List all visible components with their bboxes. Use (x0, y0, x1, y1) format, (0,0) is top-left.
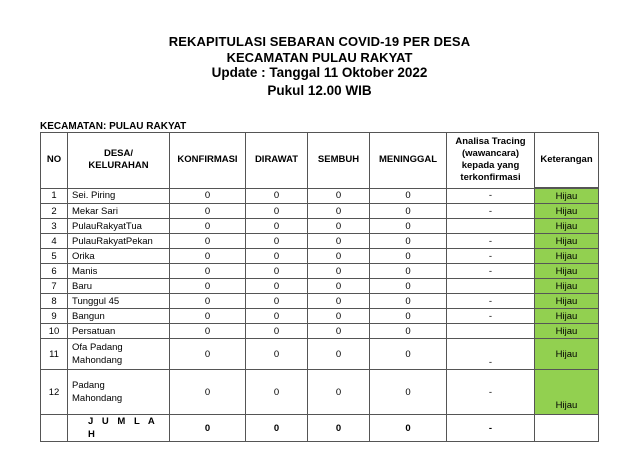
row-tracing: - (447, 234, 535, 249)
row-keterangan: Hijau (535, 188, 599, 204)
row-desa-line1: Padang (72, 380, 105, 391)
table-row (41, 370, 599, 415)
total-dirawat: 0 (246, 415, 308, 442)
row-dirawat: 0 (246, 188, 308, 204)
row-konfirmasi: 0 (170, 324, 246, 339)
row-no: 2 (41, 204, 68, 219)
row-konfirmasi: 0 (170, 188, 246, 204)
header-dirawat: DIRAWAT (246, 133, 308, 189)
row-meninggal: 0 (370, 294, 447, 309)
table-row (41, 219, 599, 234)
row-meninggal: 0 (370, 324, 447, 339)
row-dirawat: 0 (246, 370, 308, 415)
row-desa: Sei. Piring (68, 188, 170, 204)
row-konfirmasi: 0 (170, 339, 246, 370)
table-header-row (41, 133, 599, 189)
row-meninggal: 0 (370, 339, 447, 370)
row-desa: Tunggul 45 (68, 294, 170, 309)
row-meninggal: 0 (370, 219, 447, 234)
row-no: 8 (41, 294, 68, 309)
row-no: 7 (41, 279, 68, 294)
row-meninggal: 0 (370, 309, 447, 324)
row-desa: PulauRakyatTua (68, 219, 170, 234)
row-no: 5 (41, 249, 68, 264)
row-desa-line1: Ofa Padang (72, 342, 123, 353)
table-row (41, 324, 599, 339)
total-konfirmasi: 0 (170, 415, 246, 442)
total-sembuh: 0 (308, 415, 370, 442)
row-no: 9 (41, 309, 68, 324)
row-dirawat: 0 (246, 279, 308, 294)
row-keterangan: Hijau (535, 294, 599, 309)
row-desa: Orika (68, 249, 170, 264)
row-tracing: - (447, 294, 535, 309)
row-desa (68, 370, 170, 415)
row-konfirmasi: 0 (170, 309, 246, 324)
header-keterangan: Keterangan (535, 133, 599, 189)
row-keterangan: Hijau (535, 234, 599, 249)
row-desa: Manis (68, 264, 170, 279)
row-no: 3 (41, 219, 68, 234)
total-keterangan (535, 415, 599, 442)
row-desa-line2: Mahondang (72, 355, 123, 366)
header-no: NO (41, 133, 68, 189)
kecamatan-label: KECAMATAN: PULAU RAKYAT (40, 121, 187, 132)
row-desa (68, 339, 170, 370)
row-keterangan: Hijau (535, 370, 599, 415)
header-tracing-line1: Analisa Tracing (455, 136, 526, 148)
table-row (41, 264, 599, 279)
row-dirawat: 0 (246, 294, 308, 309)
row-keterangan: Hijau (535, 309, 599, 324)
row-konfirmasi: 0 (170, 219, 246, 234)
row-sembuh: 0 (308, 279, 370, 294)
row-keterangan: Hijau (535, 324, 599, 339)
total-tracing: - (447, 415, 535, 442)
table-row (41, 309, 599, 324)
row-sembuh: 0 (308, 188, 370, 204)
row-tracing: - (447, 264, 535, 279)
row-keterangan: Hijau (535, 339, 599, 370)
total-meninggal: 0 (370, 415, 447, 442)
row-dirawat: 0 (246, 249, 308, 264)
total-row (41, 415, 599, 442)
row-sembuh: 0 (308, 339, 370, 370)
report-title-line1: REKAPITULASI SEBARAN COVID-19 PER DESA (168, 34, 471, 49)
row-sembuh: 0 (308, 204, 370, 219)
row-tracing: - (447, 204, 535, 219)
header-konfirmasi: KONFIRMASI (170, 133, 246, 189)
row-no: 10 (41, 324, 68, 339)
row-keterangan: Hijau (535, 219, 599, 234)
table-row (41, 234, 599, 249)
row-meninggal: 0 (370, 234, 447, 249)
row-meninggal: 0 (370, 264, 447, 279)
row-sembuh: 0 (308, 370, 370, 415)
row-tracing: - (447, 339, 535, 370)
row-tracing: - (447, 249, 535, 264)
row-tracing (447, 324, 535, 339)
row-desa-line2: Mahondang (72, 393, 123, 404)
row-meninggal: 0 (370, 204, 447, 219)
row-dirawat: 0 (246, 264, 308, 279)
row-dirawat: 0 (246, 339, 308, 370)
table-row (41, 294, 599, 309)
row-dirawat: 0 (246, 204, 308, 219)
table-row (41, 188, 599, 204)
header-tracing (447, 133, 535, 189)
row-meninggal: 0 (370, 279, 447, 294)
row-konfirmasi: 0 (170, 204, 246, 219)
row-konfirmasi: 0 (170, 279, 246, 294)
covid-recap-table (40, 132, 599, 442)
header-tracing-line4: terkonfirmasi (460, 172, 521, 184)
table-row (41, 339, 599, 370)
header-desa (68, 133, 170, 189)
row-dirawat: 0 (246, 324, 308, 339)
row-dirawat: 0 (246, 234, 308, 249)
row-desa: Persatuan (68, 324, 170, 339)
row-no: 4 (41, 234, 68, 249)
row-konfirmasi: 0 (170, 234, 246, 249)
row-konfirmasi: 0 (170, 249, 246, 264)
row-desa: Mekar Sari (68, 204, 170, 219)
row-sembuh: 0 (308, 264, 370, 279)
header-desa-line2: KELURAHAN (88, 160, 149, 172)
row-tracing (447, 219, 535, 234)
row-keterangan: Hijau (535, 204, 599, 219)
report-title-line2: KECAMATAN PULAU RAKYAT (226, 50, 413, 65)
header-tracing-line2: (wawancara) (461, 148, 520, 160)
row-sembuh: 0 (308, 324, 370, 339)
row-tracing: - (447, 309, 535, 324)
total-no (41, 415, 68, 442)
row-no: 11 (41, 339, 68, 370)
report-update-date: Update : Tanggal 11 Oktober 2022 (211, 65, 428, 80)
header-sembuh: SEMBUH (308, 133, 370, 189)
row-sembuh: 0 (308, 249, 370, 264)
total-label: J U M L A H (68, 415, 170, 442)
row-keterangan: Hijau (535, 249, 599, 264)
header-tracing-line3: kepada yang (461, 160, 520, 172)
row-meninggal: 0 (370, 249, 447, 264)
row-keterangan: Hijau (535, 279, 599, 294)
row-sembuh: 0 (308, 294, 370, 309)
row-no: 1 (41, 188, 68, 204)
row-tracing: - (447, 188, 535, 204)
table-row (41, 204, 599, 219)
row-konfirmasi: 0 (170, 294, 246, 309)
row-meninggal: 0 (370, 188, 447, 204)
row-dirawat: 0 (246, 219, 308, 234)
header-meninggal: MENINGGAL (370, 133, 447, 189)
row-konfirmasi: 0 (170, 264, 246, 279)
report-update-time: Pukul 12.00 WIB (267, 83, 372, 98)
row-tracing: - (447, 370, 535, 415)
row-desa: PulauRakyatPekan (68, 234, 170, 249)
row-dirawat: 0 (246, 309, 308, 324)
row-sembuh: 0 (308, 309, 370, 324)
row-tracing (447, 279, 535, 294)
row-no: 12 (41, 370, 68, 415)
row-no: 6 (41, 264, 68, 279)
row-keterangan: Hijau (535, 264, 599, 279)
table-row (41, 249, 599, 264)
row-sembuh: 0 (308, 234, 370, 249)
row-meninggal: 0 (370, 370, 447, 415)
row-konfirmasi: 0 (170, 370, 246, 415)
row-sembuh: 0 (308, 219, 370, 234)
row-desa: Bangun (68, 309, 170, 324)
row-desa: Baru (68, 279, 170, 294)
header-desa-line1: DESA/ (103, 148, 134, 160)
table-row (41, 279, 599, 294)
